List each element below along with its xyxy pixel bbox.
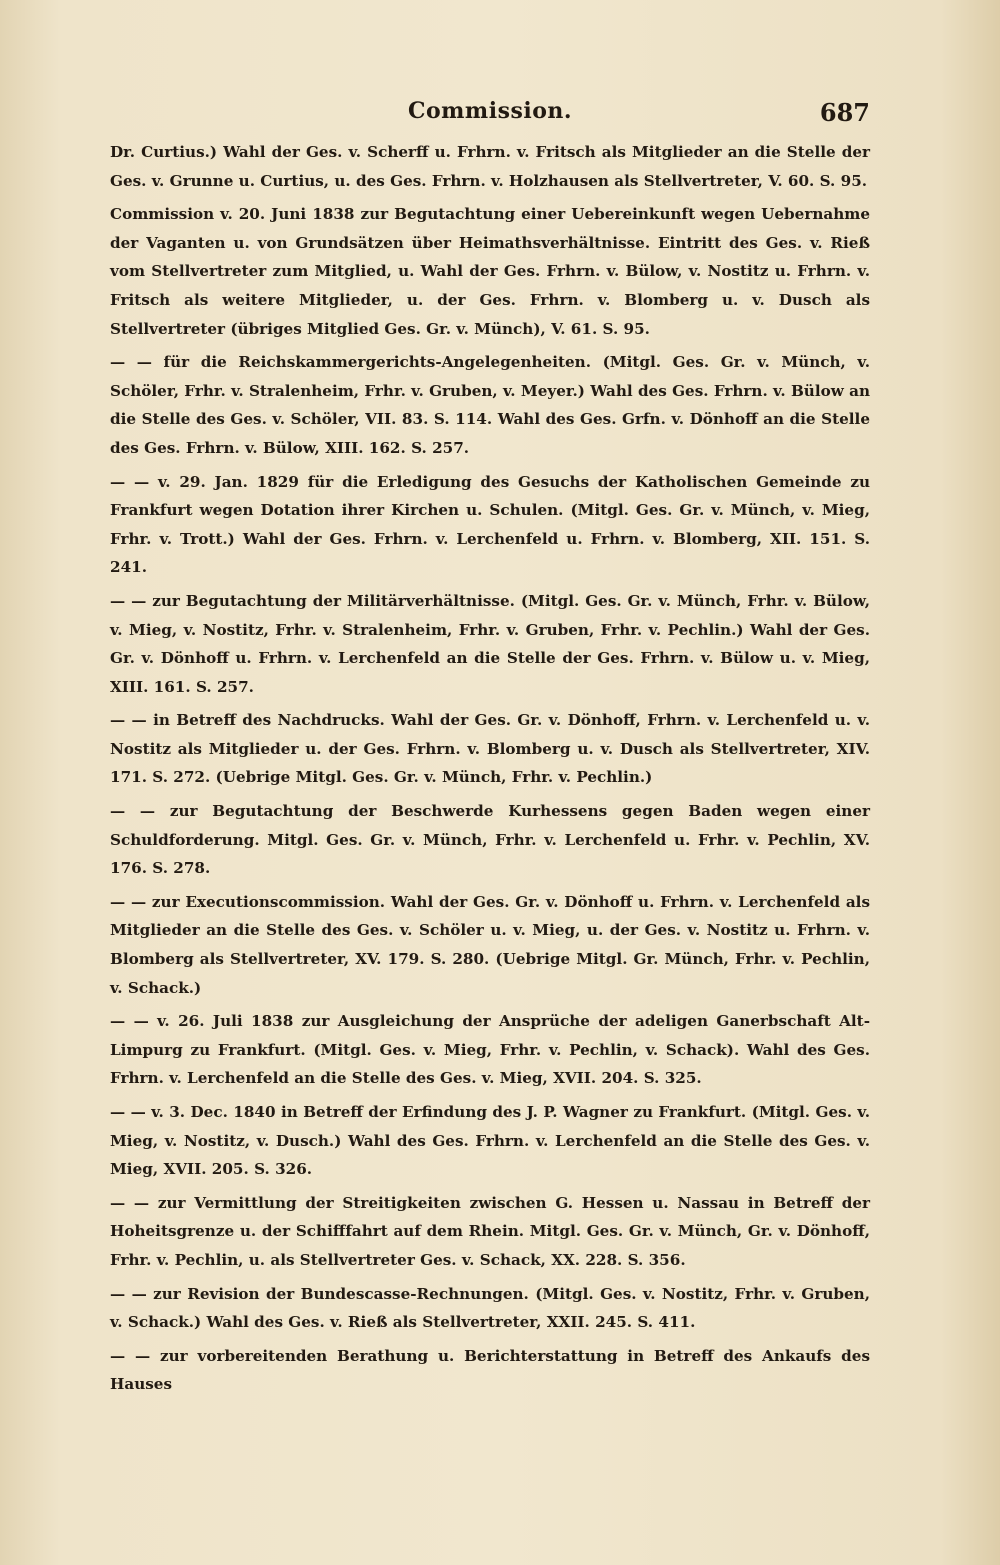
- index-entry: — — zur Vermittlung der Streitigkeiten zwischen G. Hessen u. Nassau in Betreff der Hoheitsgrenze u. der Schifffahrt auf dem Rhein. Mitgl. Ges. Gr. v. Münch, Gr. v. Dönhoff, Frhr. v. Pechlin, u. als Stellvertreter Ges. v. Schack, XX. 228. S. 356.: [110, 1193, 870, 1269]
- index-entry: — — v. 29. Jan. 1829 für die Erledigung des Gesuchs der Katholischen Gemeinde zu Frankfurt wegen Dotation ihrer Kirchen u. Schulen. (Mitgl. Ges. Gr. v. Münch, v. Mieg, Frhr. v. Trott.) Wahl der Ges. Frhrn. v. Lerchenfeld u. Frhrn. v. Blomberg, XII. 151. S. 241.: [110, 472, 870, 577]
- index-entry: — — v. 3. Dec. 1840 in Betreff der Erfindung des J. P. Wagner zu Frankfurt. (Mitgl. Ges. v. Mieg, v. Nostitz, v. Dusch.) Wahl des Ges. Frhrn. v. Lerchenfeld an die Stelle des Ges. v. Mieg, XVII. 205. S. 326.: [110, 1103, 870, 1179]
- running-title: Commission.: [407, 98, 573, 124]
- index-entry: Dr. Curtius.) Wahl der Ges. v. Scherff u. Frhrn. v. Fritsch als Mitglieder an die Stelle der Ges. v. Grunne u. Curtius, u. des Ges. Frhrn. v. Holzhausen als Stellvertreter, V. 60. S. 95.: [110, 143, 870, 190]
- index-entry: — — zur Executionscommission. Wahl der Ges. Gr. v. Dönhoff u. Frhrn. v. Lerchenfeld als Mitglieder an die Stelle des Ges. v. Schöler u. v. Mieg, u. der Ges. v. Nostitz u. Frhrn. v. Blomberg als Stellvertreter, XV. 179. S. 280. (Uebrige Mitgl. Gr. Münch, Frhr. v. Pechlin, v. Schack.): [110, 892, 870, 997]
- index-entry: — — für die Reichskammergerichts-Angelegenheiten. (Mitgl. Ges. Gr. v. Münch, v. Schöler, Frhr. v. Stralenheim, Frhr. v. Gruben, v. Meyer.) Wahl des Ges. Frhrn. v. Bülow an die Stelle des Ges. v. Schöler, VII. 83. S. 114. Wahl des Ges. Grfn. v. Dönhoff an die Stelle des Ges. Frhrn. v. Bülow, XIII. 162. S. 257.: [110, 353, 870, 457]
- page-header: [110, 98, 870, 134]
- index-entry: — — zur vorbereitenden Berathung u. Berichterstattung in Betreff des Ankaufs des Hauses: [110, 1346, 870, 1394]
- page-number: 687: [819, 98, 870, 127]
- index-entries: [110, 138, 870, 1404]
- index-entry: — — in Betreff des Nachdrucks. Wahl der Ges. Gr. v. Dönhoff, Frhrn. v. Lerchenfeld u. v. Nostitz als Mitglieder u. der Ges. Frhrn. v. Blomberg u. v. Dusch als Stellvertreter, XIV. 171. S. 272. (Uebrige Mitgl. Ges. Gr. v. Münch, Frhr. v. Pechlin.): [110, 711, 870, 787]
- index-entry: — — zur Revision der Bundescasse-Rechnungen. (Mitgl. Ges. v. Nostitz, Frhr. v. Gruben, v. Schack.) Wahl des Ges. v. Rieß als Stellvertreter, XXII. 245. S. 411.: [110, 1284, 870, 1332]
- index-entry: — — zur Begutachtung der Militärverhältnisse. (Mitgl. Ges. Gr. v. Münch, Frhr. v. Bülow, v. Mieg, v. Nostitz, Frhr. v. Stralenheim, Frhr. v. Gruben, Frhr. v. Pechlin.) Wahl der Ges. Gr. v. Dönhoff u. Frhrn. v. Lerchenfeld an die Stelle der Ges. Frhrn. v. Bülow u. v. Mieg, XIII. 161. S. 257.: [110, 591, 870, 696]
- index-entry: Commission v. 20. Juni 1838 zur Begutachtung einer Uebereinkunft wegen Uebernahme der Vaganten u. von Grundsätzen über Heimathsverhältnisse. Eintritt des Ges. v. Rieß vom Stellvertreter zum Mitglied, u. Wahl der Ges. Frhrn. v. Bülow, v. Nostitz u. Frhrn. v. Fritsch als weitere Mitglieder, u. der Ges. Frhrn. v. Blomberg u. v. Dusch als Stellvertreter (übriges Mitglied Ges. Gr. v. Münch), V. 61. S. 95.: [110, 205, 870, 338]
- index-entry: — — v. 26. Juli 1838 zur Ausgleichung der Ansprüche der adeligen Ganerbschaft Alt-Limpurg zu Frankfurt. (Mitgl. Ges. v. Mieg, Frhr. v. Pechlin, v. Schack). Wahl des Ges. Frhrn. v. Lerchenfeld an die Stelle des Ges. v. Mieg, XVII. 204. S. 325.: [110, 1012, 870, 1088]
- index-entry: — — zur Begutachtung der Beschwerde Kurhessens gegen Baden wegen einer Schuldforderung. Mitgl. Ges. Gr. v. Münch, Frhr. v. Lerchenfeld u. Frhr. v. Pechlin, XV. 176. S. 278.: [110, 802, 870, 878]
